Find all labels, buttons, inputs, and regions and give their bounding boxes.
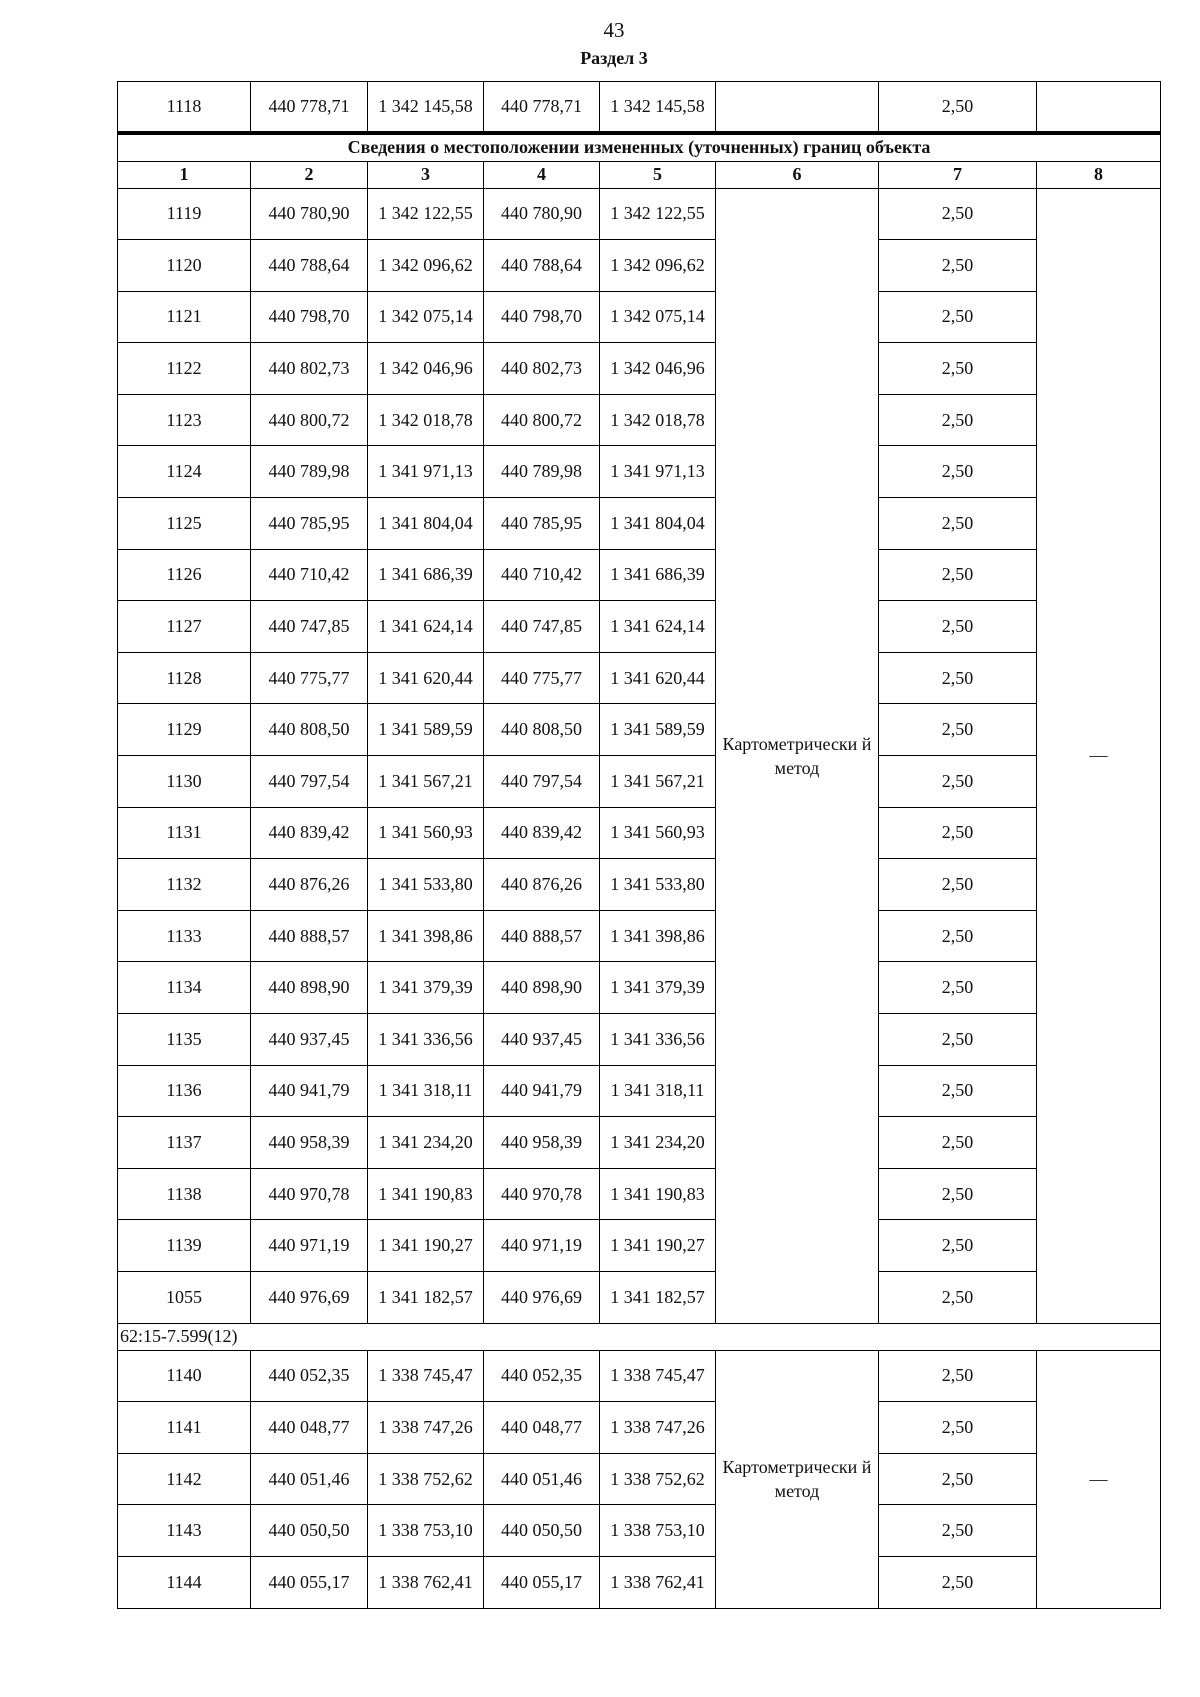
table-row (118, 82, 1161, 133)
table-row (118, 291, 1161, 343)
accuracy-cell: 2,50 (879, 652, 1037, 704)
column-header: 8 (1037, 161, 1161, 188)
accuracy-cell: 2,50 (879, 1117, 1037, 1169)
y-existing: 1 341 804,04 (368, 498, 484, 550)
x-updated: 440 800,72 (484, 394, 600, 446)
y-updated: 1 342 096,62 (600, 240, 716, 292)
point-number: 1141 (118, 1402, 251, 1454)
table-row (118, 549, 1161, 601)
x-updated: 440 050,50 (484, 1505, 600, 1557)
y-existing: 1 341 533,80 (368, 859, 484, 911)
x-updated: 440 747,85 (484, 601, 600, 653)
x-updated: 440 802,73 (484, 343, 600, 395)
accuracy-cell: 2,50 (879, 1556, 1037, 1608)
section-heading-row (118, 133, 1161, 162)
table-row (118, 498, 1161, 550)
x-updated: 440 941,79 (484, 1065, 600, 1117)
accuracy-cell: 2,50 (879, 446, 1037, 498)
x-existing: 440 839,42 (251, 807, 368, 859)
point-number: 1121 (118, 291, 251, 343)
section-title: Раздел 3 (580, 48, 648, 68)
note-cell (1037, 82, 1161, 133)
accuracy-cell: 2,50 (879, 859, 1037, 911)
page-number: 43 (603, 18, 625, 42)
x-existing: 440 788,64 (251, 240, 368, 292)
column-header: 1 (118, 161, 251, 188)
y-updated: 1 341 624,14 (600, 601, 716, 653)
section-heading: Сведения о местоположении измененных (уточненных) границ объекта (118, 133, 1161, 162)
table-row (118, 1453, 1161, 1505)
point-number: 1142 (118, 1453, 251, 1505)
column-header: 3 (368, 161, 484, 188)
x-existing: 440 971,19 (251, 1220, 368, 1272)
y-existing: 1 341 190,27 (368, 1220, 484, 1272)
x-updated: 440 898,90 (484, 962, 600, 1014)
accuracy-cell: 2,50 (879, 1220, 1037, 1272)
method-cell (716, 82, 879, 133)
x-updated: 440 051,46 (484, 1453, 600, 1505)
table-row (118, 910, 1161, 962)
x-updated: 440 937,45 (484, 1014, 600, 1066)
method-cell: Картометрически й метод (716, 1350, 879, 1608)
point-number: 1126 (118, 549, 251, 601)
y-existing: 1 341 567,21 (368, 756, 484, 808)
y-updated: 1 341 804,04 (600, 498, 716, 550)
accuracy-cell: 2,50 (879, 549, 1037, 601)
point-number: 1124 (118, 446, 251, 498)
x-existing: 440 778,71 (251, 82, 368, 133)
y-existing: 1 341 624,14 (368, 601, 484, 653)
column-header: 2 (251, 161, 368, 188)
accuracy-cell: 2,50 (879, 1402, 1037, 1454)
x-existing: 440 051,46 (251, 1453, 368, 1505)
note-cell: — (1037, 1350, 1161, 1608)
y-existing: 1 341 336,56 (368, 1014, 484, 1066)
y-updated: 1 338 762,41 (600, 1556, 716, 1608)
y-updated: 1 341 234,20 (600, 1117, 716, 1169)
x-updated: 440 788,64 (484, 240, 600, 292)
point-number: 1135 (118, 1014, 251, 1066)
point-number: 1122 (118, 343, 251, 395)
accuracy-cell: 2,50 (879, 1271, 1037, 1323)
column-header-row (118, 161, 1161, 188)
x-existing: 440 876,26 (251, 859, 368, 911)
table-row (118, 1350, 1161, 1402)
point-number: 1138 (118, 1168, 251, 1220)
point-number: 1140 (118, 1350, 251, 1402)
y-existing: 1 341 190,83 (368, 1168, 484, 1220)
point-number: 1133 (118, 910, 251, 962)
x-existing: 440 780,90 (251, 188, 368, 240)
x-existing: 440 052,35 (251, 1350, 368, 1402)
table-row (118, 1168, 1161, 1220)
y-updated: 1 341 686,39 (600, 549, 716, 601)
point-number: 1120 (118, 240, 251, 292)
x-existing: 440 785,95 (251, 498, 368, 550)
x-updated: 440 839,42 (484, 807, 600, 859)
accuracy-cell: 2,50 (879, 1505, 1037, 1557)
x-existing: 440 798,70 (251, 291, 368, 343)
column-header: 5 (600, 161, 716, 188)
column-header: 4 (484, 161, 600, 188)
accuracy-cell: 2,50 (879, 291, 1037, 343)
y-updated: 1 341 398,86 (600, 910, 716, 962)
note-cell: — (1037, 188, 1161, 1323)
y-updated: 1 338 752,62 (600, 1453, 716, 1505)
x-existing: 440 747,85 (251, 601, 368, 653)
point-number: 1131 (118, 807, 251, 859)
x-updated: 440 798,70 (484, 291, 600, 343)
y-updated: 1 341 190,83 (600, 1168, 716, 1220)
point-number: 1139 (118, 1220, 251, 1272)
accuracy-cell: 2,50 (879, 756, 1037, 808)
column-header: 7 (879, 161, 1037, 188)
point-number: 1127 (118, 601, 251, 653)
x-updated: 440 785,95 (484, 498, 600, 550)
x-updated: 440 775,77 (484, 652, 600, 704)
accuracy-cell: 2,50 (879, 188, 1037, 240)
x-updated: 440 789,98 (484, 446, 600, 498)
x-updated: 440 808,50 (484, 704, 600, 756)
point-number: 1137 (118, 1117, 251, 1169)
x-existing: 440 800,72 (251, 394, 368, 446)
table-row (118, 652, 1161, 704)
x-updated: 440 048,77 (484, 1402, 600, 1454)
y-updated: 1 341 560,93 (600, 807, 716, 859)
y-existing: 1 341 686,39 (368, 549, 484, 601)
accuracy-cell: 2,50 (879, 807, 1037, 859)
y-updated: 1 341 336,56 (600, 1014, 716, 1066)
table-row (118, 1220, 1161, 1272)
y-updated: 1 342 075,14 (600, 291, 716, 343)
accuracy-cell: 2,50 (879, 962, 1037, 1014)
group-label-row (118, 1323, 1161, 1350)
x-existing: 440 937,45 (251, 1014, 368, 1066)
x-existing: 440 050,50 (251, 1505, 368, 1557)
y-existing: 1 341 318,11 (368, 1065, 484, 1117)
y-existing: 1 338 752,62 (368, 1453, 484, 1505)
accuracy-cell: 2,50 (879, 704, 1037, 756)
y-existing: 1 338 745,47 (368, 1350, 484, 1402)
point-number: 1130 (118, 756, 251, 808)
accuracy-cell: 2,50 (879, 1065, 1037, 1117)
accuracy-cell: 2,50 (879, 82, 1037, 133)
accuracy-cell: 2,50 (879, 343, 1037, 395)
table-row (118, 704, 1161, 756)
y-updated: 1 342 122,55 (600, 188, 716, 240)
x-existing: 440 898,90 (251, 962, 368, 1014)
x-updated: 440 971,19 (484, 1220, 600, 1272)
y-existing: 1 341 398,86 (368, 910, 484, 962)
y-existing: 1 342 075,14 (368, 291, 484, 343)
x-updated: 440 780,90 (484, 188, 600, 240)
x-updated: 440 958,39 (484, 1117, 600, 1169)
point-number: 1128 (118, 652, 251, 704)
accuracy-cell: 2,50 (879, 498, 1037, 550)
x-existing: 440 055,17 (251, 1556, 368, 1608)
x-existing: 440 710,42 (251, 549, 368, 601)
accuracy-cell: 2,50 (879, 1350, 1037, 1402)
column-header: 6 (716, 161, 879, 188)
y-existing: 1 341 971,13 (368, 446, 484, 498)
y-existing: 1 341 560,93 (368, 807, 484, 859)
y-updated: 1 341 567,21 (600, 756, 716, 808)
y-existing: 1 338 753,10 (368, 1505, 484, 1557)
x-existing: 440 970,78 (251, 1168, 368, 1220)
table-row (118, 1271, 1161, 1323)
point-number: 1134 (118, 962, 251, 1014)
y-existing: 1 341 589,59 (368, 704, 484, 756)
point-number: 1118 (118, 82, 251, 133)
y-updated: 1 341 533,80 (600, 859, 716, 911)
y-updated: 1 342 046,96 (600, 343, 716, 395)
x-updated: 440 055,17 (484, 1556, 600, 1608)
x-existing: 440 888,57 (251, 910, 368, 962)
table-row (118, 756, 1161, 808)
y-updated: 1 341 318,11 (600, 1065, 716, 1117)
table-row (118, 1014, 1161, 1066)
x-existing: 440 941,79 (251, 1065, 368, 1117)
point-number: 1143 (118, 1505, 251, 1557)
y-updated: 1 338 745,47 (600, 1350, 716, 1402)
x-updated: 440 797,54 (484, 756, 600, 808)
accuracy-cell: 2,50 (879, 1453, 1037, 1505)
x-updated: 440 052,35 (484, 1350, 600, 1402)
y-existing: 1 341 379,39 (368, 962, 484, 1014)
point-number: 1119 (118, 188, 251, 240)
accuracy-cell: 2,50 (879, 1014, 1037, 1066)
point-number: 1055 (118, 1271, 251, 1323)
point-number: 1129 (118, 704, 251, 756)
table-row (118, 446, 1161, 498)
x-existing: 440 976,69 (251, 1271, 368, 1323)
x-updated: 440 710,42 (484, 549, 600, 601)
y-existing: 1 341 234,20 (368, 1117, 484, 1169)
x-existing: 440 789,98 (251, 446, 368, 498)
y-updated: 1 341 971,13 (600, 446, 716, 498)
table-row (118, 394, 1161, 446)
x-existing: 440 797,54 (251, 756, 368, 808)
table-row (118, 601, 1161, 653)
y-existing: 1 342 145,58 (368, 82, 484, 133)
x-updated: 440 778,71 (484, 82, 600, 133)
coordinates-table (117, 81, 1161, 1609)
table-row (118, 1505, 1161, 1557)
table-row (118, 1065, 1161, 1117)
accuracy-cell: 2,50 (879, 1168, 1037, 1220)
accuracy-cell: 2,50 (879, 240, 1037, 292)
table-row (118, 807, 1161, 859)
x-existing: 440 958,39 (251, 1117, 368, 1169)
point-number: 1136 (118, 1065, 251, 1117)
table-row (118, 1117, 1161, 1169)
y-updated: 1 341 379,39 (600, 962, 716, 1014)
x-updated: 440 876,26 (484, 859, 600, 911)
y-updated: 1 341 190,27 (600, 1220, 716, 1272)
accuracy-cell: 2,50 (879, 601, 1037, 653)
point-number: 1144 (118, 1556, 251, 1608)
y-updated: 1 342 145,58 (600, 82, 716, 133)
y-existing: 1 342 096,62 (368, 240, 484, 292)
y-existing: 1 338 762,41 (368, 1556, 484, 1608)
table-row (118, 1556, 1161, 1608)
accuracy-cell: 2,50 (879, 394, 1037, 446)
y-existing: 1 342 122,55 (368, 188, 484, 240)
y-updated: 1 342 018,78 (600, 394, 716, 446)
x-existing: 440 802,73 (251, 343, 368, 395)
table-row (118, 343, 1161, 395)
x-updated: 440 970,78 (484, 1168, 600, 1220)
point-number: 1123 (118, 394, 251, 446)
x-existing: 440 048,77 (251, 1402, 368, 1454)
y-existing: 1 342 018,78 (368, 394, 484, 446)
y-updated: 1 341 589,59 (600, 704, 716, 756)
y-updated: 1 338 747,26 (600, 1402, 716, 1454)
table-row (118, 962, 1161, 1014)
method-cell: Картометрически й метод (716, 188, 879, 1323)
point-number: 1125 (118, 498, 251, 550)
y-existing: 1 341 620,44 (368, 652, 484, 704)
y-existing: 1 341 182,57 (368, 1271, 484, 1323)
x-existing: 440 808,50 (251, 704, 368, 756)
y-existing: 1 342 046,96 (368, 343, 484, 395)
y-updated: 1 338 753,10 (600, 1505, 716, 1557)
y-existing: 1 338 747,26 (368, 1402, 484, 1454)
x-updated: 440 888,57 (484, 910, 600, 962)
table-row (118, 1402, 1161, 1454)
accuracy-cell: 2,50 (879, 910, 1037, 962)
point-number: 1132 (118, 859, 251, 911)
table-row (118, 188, 1161, 240)
y-updated: 1 341 620,44 (600, 652, 716, 704)
x-updated: 440 976,69 (484, 1271, 600, 1323)
table-row (118, 240, 1161, 292)
table-row (118, 859, 1161, 911)
x-existing: 440 775,77 (251, 652, 368, 704)
group-label: 62:15-7.599(12) (118, 1323, 1161, 1350)
y-updated: 1 341 182,57 (600, 1271, 716, 1323)
